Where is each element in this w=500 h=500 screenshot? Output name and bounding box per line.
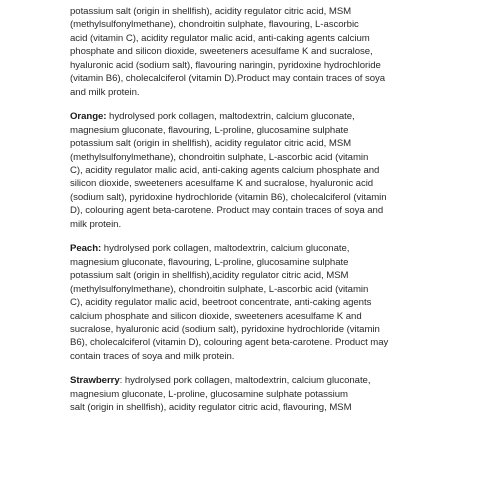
text-line: hydrolysed pork collagen, maltodextrin, calcium gluconate, bbox=[106, 111, 355, 123]
ingredients-paragraph-strawberry bbox=[70, 374, 436, 414]
text-line: B6), cholecalciferol (vitamin D), colouring agent beta-carotene. Product may bbox=[70, 337, 389, 349]
text-line: salt (origin in shellfish), acidity regulator citric acid, flavouring, MSM bbox=[70, 402, 352, 414]
text-line: potassium salt (origin in shellfish), acidity regulator citric acid, MSM bbox=[70, 138, 352, 150]
text-line: (sodium salt), pyridoxine hydrochloride (vitamin B6), cholecalciferol (vitamin bbox=[70, 191, 387, 203]
text-line: contain traces of soya and milk protein. bbox=[70, 350, 235, 362]
text-line: magnesium gluconate, flavouring, L-proline, glucosamine sulphate bbox=[70, 256, 349, 268]
text-line: : hydrolysed pork collagen, maltodextrin, calcium gluconate, bbox=[119, 375, 371, 387]
text-line: sucralose, hyaluronic acid (sodium salt), pyridoxine hydrochloride (vitamin bbox=[70, 323, 380, 335]
text-line: (methylsulfonylmethane), chondroitin sulphate, flavouring, L-ascorbic bbox=[70, 19, 359, 31]
ingredients-paragraph-unflavoured-continued bbox=[70, 5, 436, 99]
text-line: hydrolysed pork collagen, maltodextrin, calcium gluconate, bbox=[101, 243, 350, 255]
text-line: and milk protein. bbox=[70, 86, 140, 98]
text-line: D), colouring agent beta-carotene. Product may contain traces of soya and bbox=[70, 205, 384, 217]
text-line: calcium phosphate and silicon dioxide, sweeteners acesulfame K and bbox=[70, 310, 362, 322]
text-line: (vitamin B6), cholecalciferol (vitamin D).Product may contain traces of soya bbox=[70, 73, 386, 85]
text-line: (methylsulfonylmethane), chondroitin sulphate, L-ascorbic acid (vitamin bbox=[70, 283, 369, 295]
ingredients-paragraph-peach bbox=[70, 242, 436, 363]
text-line: C), acidity regulator malic acid, anti-caking agents calcium phosphate and bbox=[70, 164, 380, 176]
text-line: silicon dioxide, sweeteners acesulfame K and sucralose, hyaluronic acid bbox=[70, 178, 374, 190]
flavour-heading-peach: Peach: bbox=[70, 243, 102, 255]
ingredients-paragraph-orange bbox=[70, 110, 436, 231]
text-line: milk protein. bbox=[70, 218, 122, 230]
text-line: potassium salt (origin in shellfish), acidity regulator citric acid, MSM bbox=[70, 6, 352, 17]
flavour-heading-strawberry: Strawberry bbox=[70, 375, 120, 387]
text-line: C), acidity regulator malic acid, beetroot concentrate, anti-caking agents bbox=[70, 297, 372, 309]
text-line: magnesium gluconate, flavouring, L-proline, glucosamine sulphate bbox=[70, 124, 349, 136]
text-line: acid (vitamin C), acidity regulator malic acid, anti-caking agents calcium bbox=[70, 32, 370, 44]
text-line: magnesium gluconate, L-proline, glucosamine sulphate potassium bbox=[70, 388, 348, 400]
ingredients-document bbox=[70, 5, 436, 426]
text-line: (methylsulfonylmethane), chondroitin sulphate, L-ascorbic acid (vitamin bbox=[70, 151, 369, 163]
text-line: phosphate and silicon dioxide, sweeteners acesulfame K and sucralose, bbox=[70, 46, 373, 58]
text-line: hyaluronic acid (sodium salt), flavouring naringin, pyridoxine hydrochloride bbox=[70, 59, 381, 71]
text-line: potassium salt (origin in shellfish),acidity regulator citric acid, MSM bbox=[70, 270, 349, 282]
flavour-heading-orange: Orange: bbox=[70, 111, 107, 123]
